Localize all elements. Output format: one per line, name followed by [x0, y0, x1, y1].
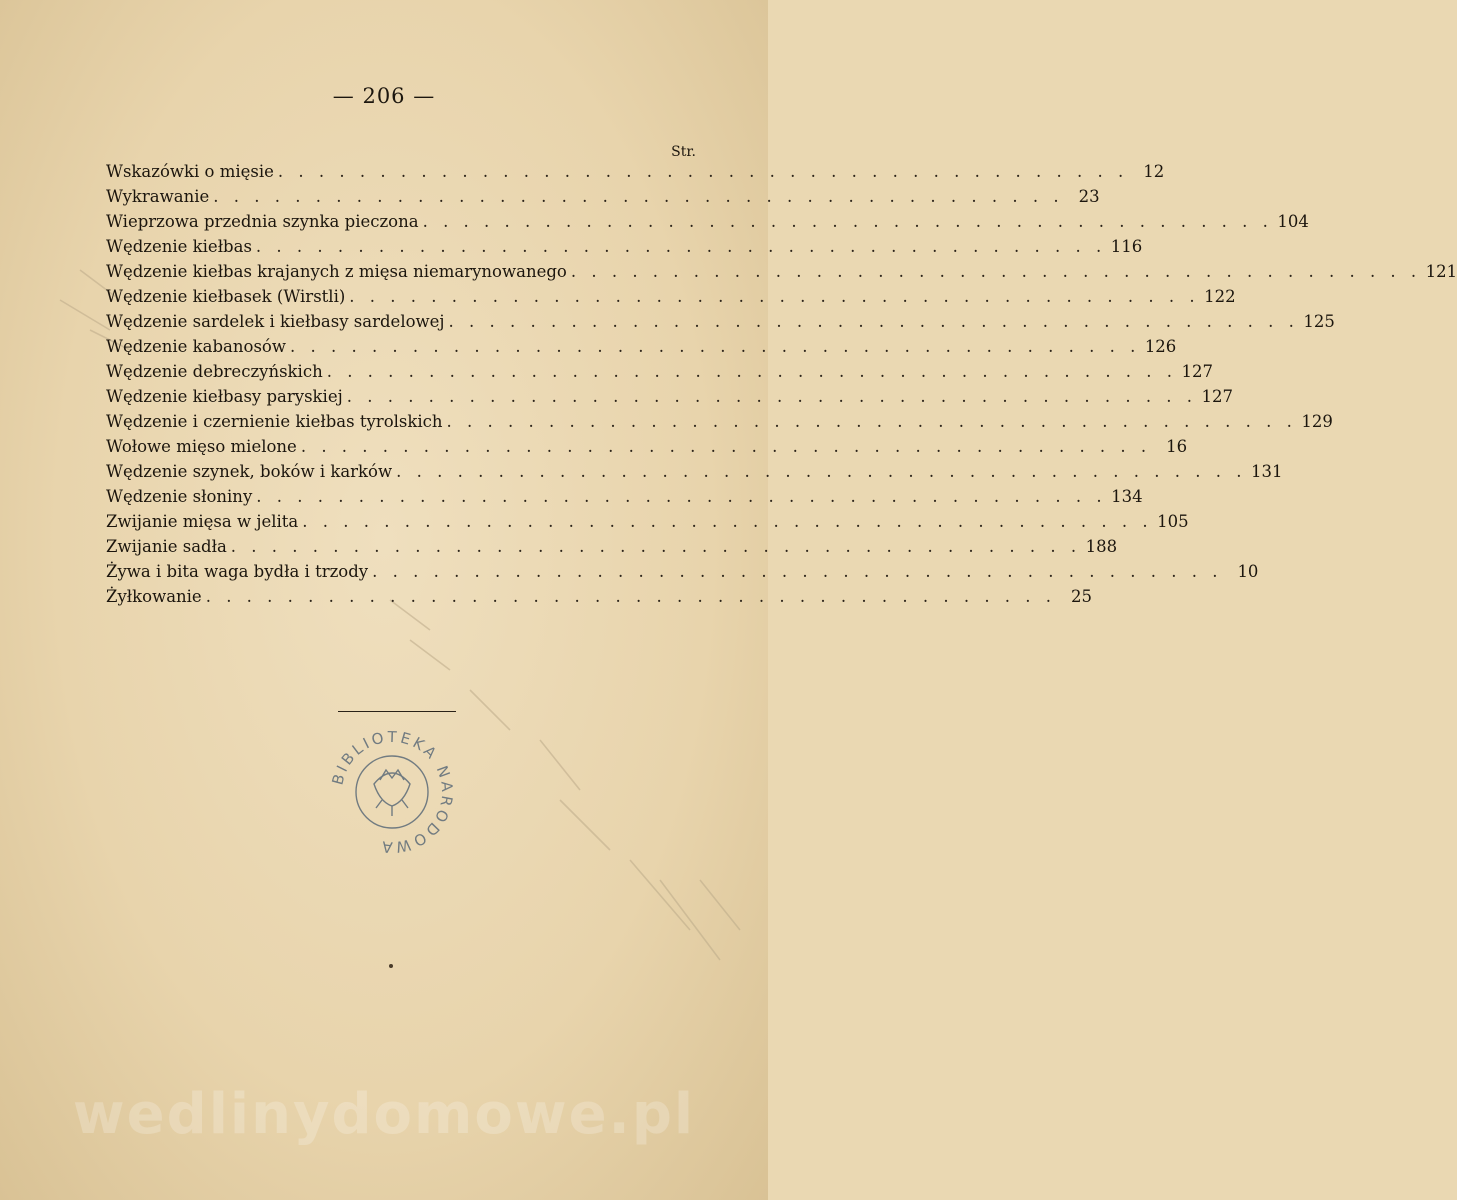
dot-leader: . . . . . . . . . . . . . . . . . . . . . . . . . . . . . . . . . . . . . . . . . . — [346, 387, 1198, 406]
toc-entry — [106, 312, 1335, 337]
dot-leader: . . . . . . . . . . . . . . . . . . . . . . . . . . . . . . . . . . . . . . . . . . — [289, 337, 1141, 356]
toc-entry-page: 10 — [1237, 562, 1259, 581]
toc-entry-page: 105 — [1157, 512, 1189, 531]
toc-entry — [106, 537, 1118, 562]
dot-leader: . . . . . . . . . . . . . . . . . . . . . . . . . . . . . . . . . . . . . . . . . . — [205, 587, 1057, 606]
toc-entry — [106, 387, 1234, 412]
toc-entry-page: 121 — [1425, 262, 1457, 281]
toc-entry-page: 12 — [1143, 162, 1165, 181]
toc-entry-page: 188 — [1085, 537, 1118, 556]
toc-entry-page: 23 — [1078, 187, 1100, 206]
dot-leader: . . . . . . . . . . . . . . . . . . . . . . . . . . . . . . . . . . . . . . . . . . — [372, 562, 1223, 581]
dot-leader: . . . . . . . . . . . . . . . . . . . . . . . . . . . . . . . . . . . . . . . . . . — [326, 362, 1178, 381]
toc-entry-page: 134 — [1111, 487, 1143, 506]
toc-entry — [106, 487, 1143, 512]
dot-leader: . . . . . . . . . . . . . . . . . . . . . . . . . . . . . . . . . . . . . . . . . . — [349, 287, 1200, 306]
dot-leader: . . . . . . . . . . . . . . . . . . . . . . . . . . . . . . . . . . . . . . . . . . — [277, 162, 1129, 181]
toc-entry-title: Wędzenie szynek, boków i karków — [106, 462, 393, 481]
toc-entry — [106, 462, 1283, 487]
toc-entry-title: Zwijanie sadła — [106, 537, 227, 556]
divider-rule — [338, 711, 456, 712]
dot-leader: . . . . . . . . . . . . . . . . . . . . . . . . . . . . . . . . . . . . . . . . . . — [256, 487, 1107, 506]
toc-entry-title: Wędzenie i czernienie kiełbas tyrolskich — [106, 412, 443, 431]
toc-entry — [106, 262, 1457, 287]
toc-entry — [106, 237, 1143, 262]
toc-entry-page: 131 — [1250, 462, 1283, 481]
dot-leader: . . . . . . . . . . . . . . . . . . . . . . . . . . . . . . . . . . . . . . . . . . — [396, 462, 1247, 481]
toc-entry — [106, 362, 1214, 387]
table-of-contents — [106, 162, 1457, 612]
dot-leader: . . . . . . . . . . . . . . . . . . . . . . . . . . . . . . . . . . . . . . . . . . — [255, 237, 1107, 256]
dot-leader: . . . . . . . . . . . . . . . . . . . . . . . . . . . . . . . . . . . . . . . . . . — [446, 412, 1297, 431]
toc-entry-title: Wykrawanie — [106, 187, 210, 206]
toc-entry-title: Wędzenie kiełbasek (Wirstli) — [106, 287, 346, 306]
site-watermark: wedlinydomowe.pl — [72, 1082, 696, 1147]
dot-leader: . . . . . . . . . . . . . . . . . . . . . . . . . . . . . . . . . . . . . . . . . . — [300, 437, 1152, 456]
toc-entry — [106, 412, 1333, 437]
toc-entry-page: 116 — [1110, 237, 1143, 256]
dot-leader: . . . . . . . . . . . . . . . . . . . . . . . . . . . . . . . . . . . . . . . . . . — [422, 212, 1273, 231]
toc-entry-page: 125 — [1303, 312, 1335, 331]
toc-entry-page: 25 — [1071, 587, 1093, 606]
toc-entry-title: Wołowe mięso mielone — [106, 437, 297, 456]
toc-entry-page: 122 — [1204, 287, 1236, 306]
toc-entry-page: 126 — [1144, 337, 1177, 356]
toc-entry — [106, 162, 1165, 187]
dot-leader: . . . . . . . . . . . . . . . . . . . . . . . . . . . . . . . . . . . . . . . . . . — [448, 312, 1299, 331]
toc-entry-title: Wędzenie debreczyńskich — [106, 362, 323, 381]
toc-entry-page: 104 — [1277, 212, 1309, 231]
dot-leader: . . . . . . . . . . . . . . . . . . . . . . . . . . . . . . . . . . . . . . . . . . — [213, 187, 1064, 206]
toc-entry-page: 129 — [1301, 412, 1333, 431]
library-stamp-icon — [322, 722, 462, 862]
dot-leader: . . . . . . . . . . . . . . . . . . . . . . . . . . . . . . . . . . . . . . . . . . — [302, 512, 1153, 531]
toc-entry-page: 127 — [1201, 387, 1234, 406]
stamp-lettering: BIBLIOTEKA NARODOWA — [328, 727, 457, 857]
toc-entry — [106, 187, 1100, 212]
toc-entry-title: Wędzenie kiełbasy paryskiej — [106, 387, 343, 406]
toc-entry-page: 16 — [1166, 437, 1188, 456]
dot-leader: . . . . . . . . . . . . . . . . . . . . . . . . . . . . . . . . . . . . . . . . . . — [230, 537, 1082, 556]
toc-entry — [106, 512, 1189, 537]
toc-entry — [106, 337, 1177, 362]
page-column-header: Str. — [671, 144, 696, 160]
toc-entry — [106, 287, 1236, 312]
toc-entry-title: Żyłkowanie — [106, 587, 202, 606]
ink-speck — [389, 964, 393, 968]
toc-entry-page: 127 — [1181, 362, 1214, 381]
toc-entry-title: Zwijanie mięsa w jelita — [106, 512, 299, 531]
svg-text:BIBLIOTEKA NARODOWA — [328, 728, 456, 857]
dot-leader: . . . . . . . . . . . . . . . . . . . . . . . . . . . . . . . . . . . . . . . . . . — [570, 262, 1422, 281]
toc-entry-title: Wieprzowa przednia szynka pieczona — [106, 212, 419, 231]
toc-entry — [106, 212, 1309, 237]
toc-entry — [106, 437, 1188, 462]
toc-entry-title: Wędzenie sardelek i kiełbasy sardelowej — [106, 312, 445, 331]
toc-entry-title: Wskazówki o mięsie — [106, 162, 274, 181]
toc-entry-title: Wędzenie kiełbas — [106, 237, 252, 256]
toc-entry — [106, 562, 1259, 587]
toc-entry-title: Wędzenie kiełbas krajanych z mięsa niemarynowanego — [106, 262, 567, 281]
page-number: — 206 — — [332, 84, 436, 108]
toc-entry-title: Wędzenie słoniny — [106, 487, 253, 506]
toc-entry-title: Żywa i bita waga bydła i trzody — [106, 562, 369, 581]
toc-entry — [106, 587, 1093, 612]
toc-entry-title: Wędzenie kabanosów — [106, 337, 286, 356]
